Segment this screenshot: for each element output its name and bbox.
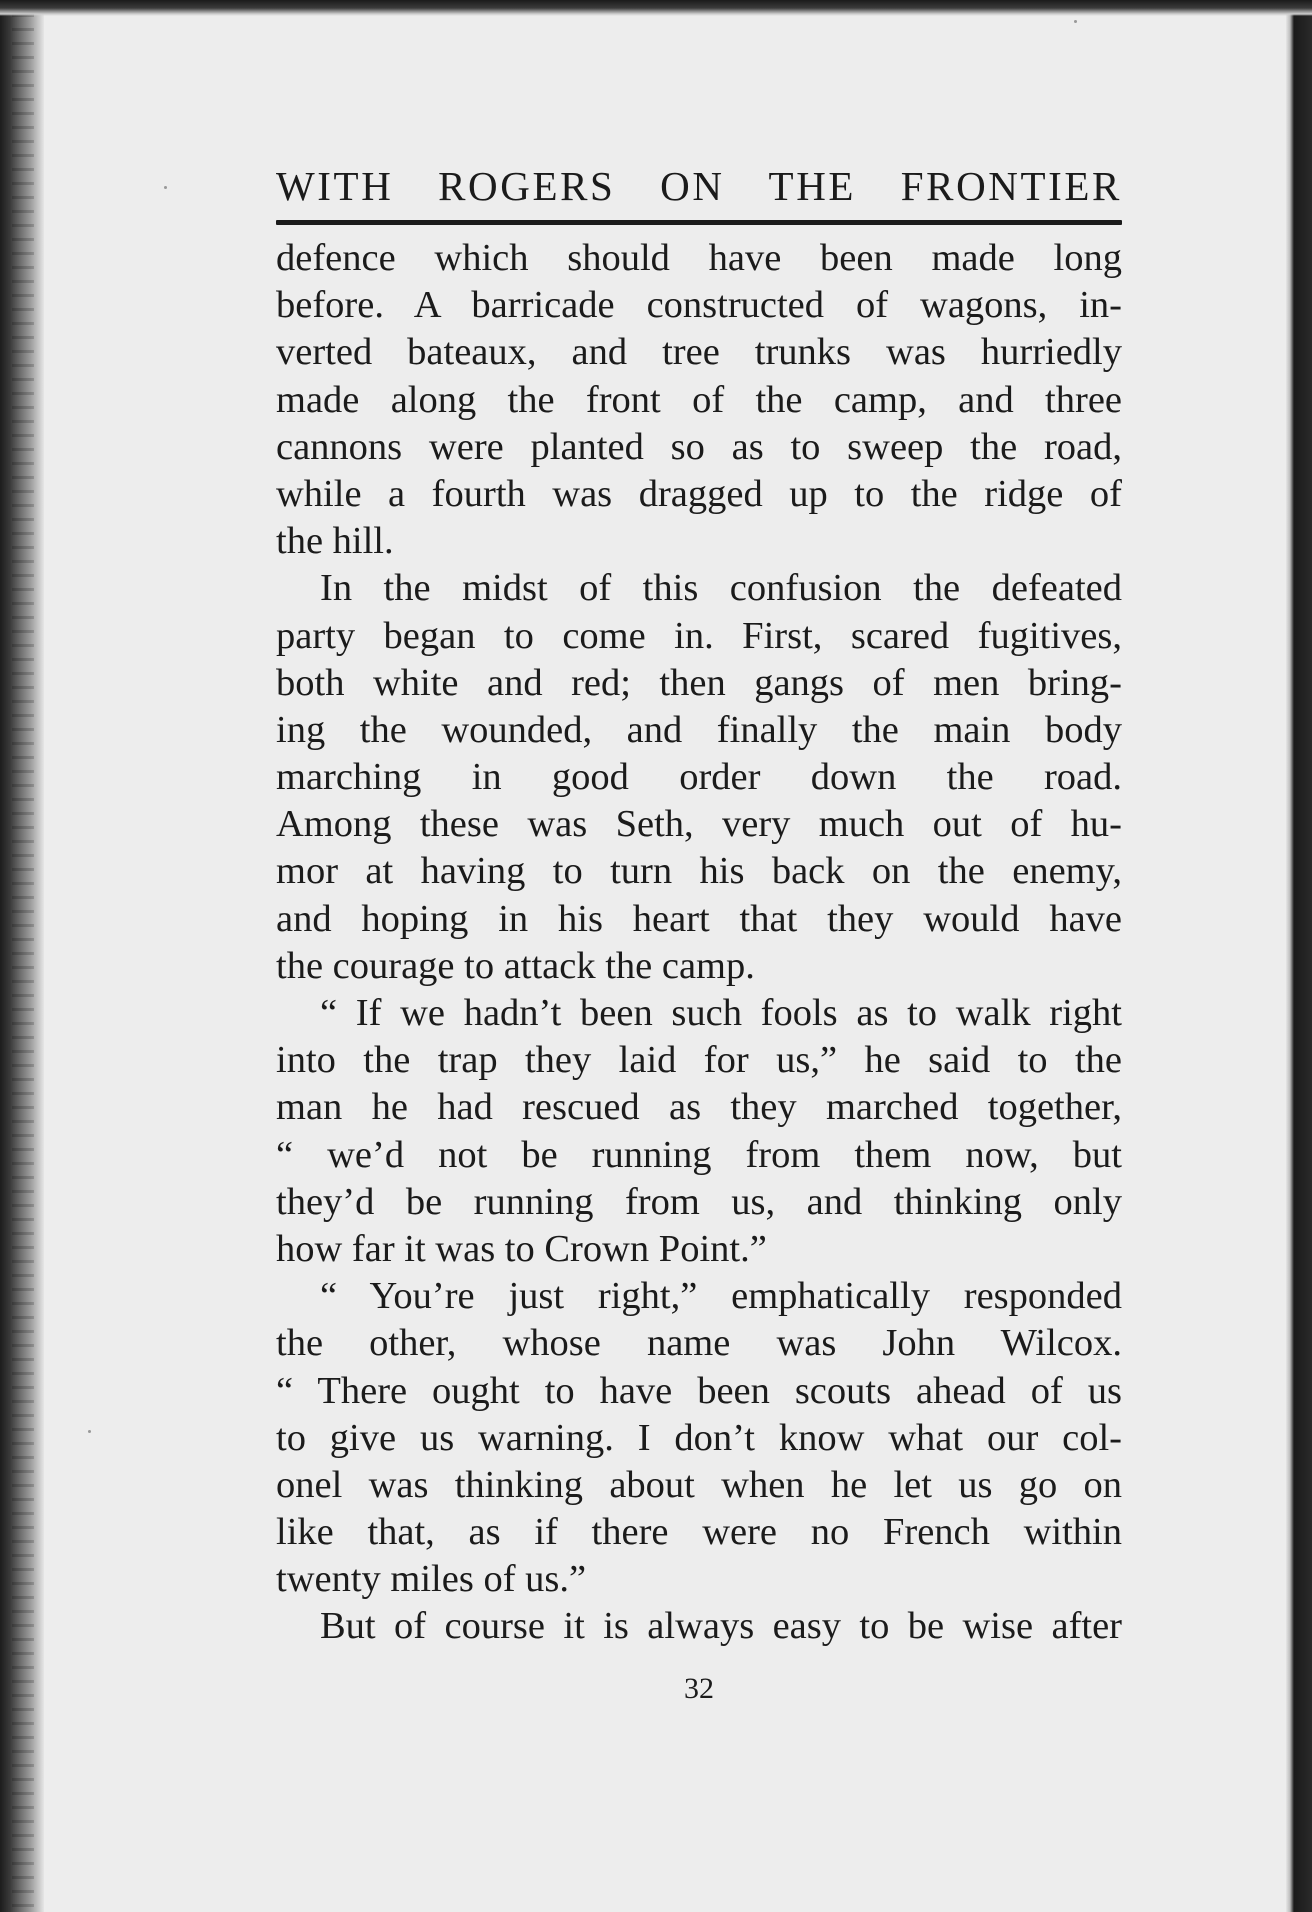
text-line: while a fourth was dragged up to the ridge of	[276, 472, 1122, 515]
text-line: to give us warning. I don’t know what our col-	[276, 1416, 1122, 1459]
page-edge-top	[0, 0, 1312, 16]
text-line: they’d be running from us, and thinking only	[276, 1180, 1122, 1223]
text-line: how far it was to Crown Point.”	[276, 1227, 767, 1270]
head-rule	[276, 220, 1122, 225]
text-line: “ There ought to have been scouts ahead of us	[276, 1369, 1122, 1412]
text-line: marching in good order down the road.	[276, 756, 1122, 799]
text-line: party began to come in. First, scared fugitives,	[276, 614, 1122, 657]
binding-texture	[12, 0, 34, 1912]
text-line: But of course it is always easy to be wise after	[320, 1605, 1122, 1648]
text-line: mor at having to turn his back on the enemy,	[276, 850, 1122, 893]
text-line: before. A barricade constructed of wagons, in-	[276, 284, 1122, 327]
scan-speck	[1074, 20, 1077, 23]
text-line: verted bateaux, and tree trunks was hurriedly	[276, 331, 1122, 374]
text-line: defence which should have been made long	[276, 237, 1122, 279]
page-edge-right	[1286, 0, 1312, 1912]
running-head: WITH ROGERS ON THE FRONTIER	[276, 163, 1122, 209]
text-line: into the trap they laid for us,” he said to the	[276, 1039, 1122, 1082]
text-line: the hill.	[276, 520, 394, 563]
text-line: “ we’d not be running from them now, but	[276, 1133, 1122, 1176]
scan-speck	[88, 1430, 91, 1433]
text-line: the courage to attack the camp.	[276, 944, 755, 987]
text-line: Among these was Seth, very much out of hu-	[276, 803, 1122, 846]
text-line: like that, as if there were no French within	[276, 1511, 1122, 1554]
text-line: man he had rescued as they marched together,	[276, 1086, 1122, 1129]
text-line: ing the wounded, and finally the main body	[276, 708, 1122, 751]
text-line: and hoping in his heart that they would have	[276, 897, 1122, 940]
text-line: In the midst of this confusion the defeated	[320, 567, 1122, 610]
text-line: cannons were planted so as to sweep the road,	[276, 425, 1122, 468]
page-number: 32	[684, 1672, 714, 1705]
text-line: twenty miles of us.”	[276, 1558, 587, 1601]
text-line: the other, whose name was John Wilcox.	[276, 1322, 1122, 1365]
body-text	[276, 235, 1122, 1651]
text-line: onel was thinking about when he let us go on	[276, 1463, 1122, 1506]
text-line: “ You’re just right,” emphatically responded	[320, 1275, 1122, 1318]
scan-speck	[164, 186, 167, 189]
text-line: made along the front of the camp, and three	[276, 378, 1122, 421]
text-line: “ If we hadn’t been such fools as to walk right	[320, 992, 1122, 1034]
book-page	[276, 160, 1122, 1705]
text-line: both white and red; then gangs of men bring-	[276, 661, 1122, 704]
